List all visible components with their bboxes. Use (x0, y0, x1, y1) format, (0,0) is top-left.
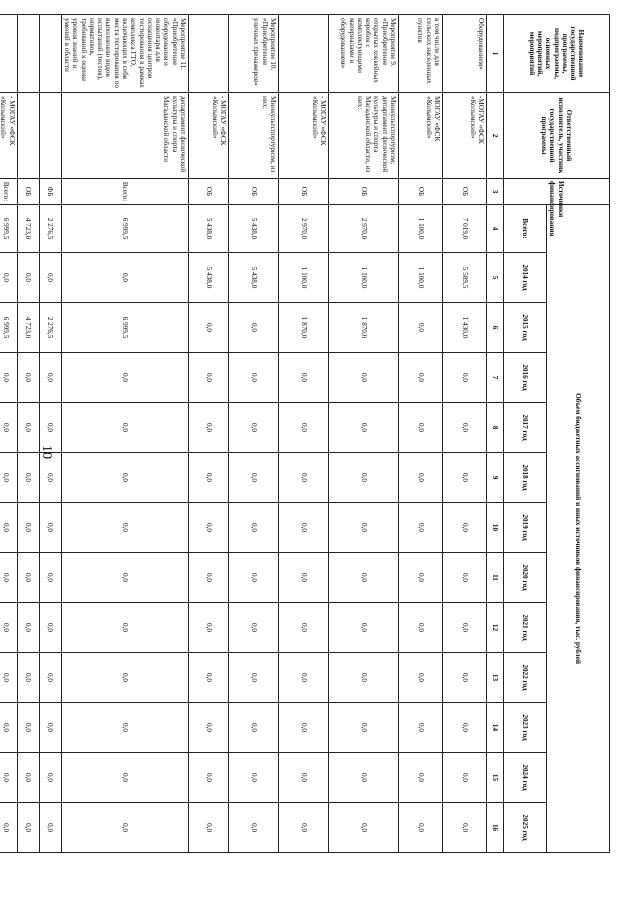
row-value: 0,0 (61, 653, 188, 703)
row-value: 1 430,0 (443, 303, 487, 353)
row-value: 1 100,0 (329, 253, 399, 303)
row-value: 2 276,5 (39, 303, 61, 353)
header-budget-group: Объем бюджетных ассигнований и иных источников финансирования, тыс. рублей (547, 205, 610, 853)
row-value: 0,0 (61, 803, 188, 853)
column-number: 5 (487, 253, 504, 303)
column-number: 13 (487, 653, 504, 703)
row-value: 0,0 (189, 403, 229, 453)
row-responsible: МОГАУ «ФСК «Колымский» (399, 93, 443, 179)
row-source: ОБ (329, 179, 399, 205)
row-name (279, 15, 329, 93)
row-name: Мероприятие 11. «Приобретение оборудования и инвентаря для оснащения центров тестирования в рамках комплекса ГТО, включающих в себя места тестирования по выполнению видов испытаний (тестов), нормативов, требований к оценке уровня знаний и умений в области (61, 15, 188, 93)
page-number: 10 (39, 445, 54, 459)
row-value: 0,0 (279, 753, 329, 803)
row-value: 1 100,0 (399, 205, 443, 253)
row-source: ОБ (279, 179, 329, 205)
row-value: 0,0 (229, 603, 279, 653)
row-value: 6 999,5 (0, 205, 17, 253)
row-value: 2 970,0 (329, 205, 399, 253)
row-value: 5 438,0 (189, 253, 229, 303)
row-value: 2 970,0 (279, 205, 329, 253)
row-value: 0,0 (61, 453, 188, 503)
row-value: 0,0 (443, 703, 487, 753)
row-value: 0,0 (39, 403, 61, 453)
row-responsible: - МОГАУ «ФСК «Колымский» (189, 93, 229, 179)
row-value: 0,0 (61, 603, 188, 653)
row-responsible: - МОГАУ «ФСК «Колымский» (279, 93, 329, 179)
row-value: 0,0 (279, 803, 329, 853)
row-value: 5 438,0 (189, 205, 229, 253)
row-value: 0,0 (17, 503, 39, 553)
header-year: 2021 год (504, 603, 547, 653)
row-value: 5 589,5 (443, 253, 487, 303)
row-value: 0,0 (39, 753, 61, 803)
row-value: 1 100,0 (399, 253, 443, 303)
row-value: 0,0 (229, 403, 279, 453)
row-value: 0,0 (229, 653, 279, 703)
row-value: 0,0 (39, 553, 61, 603)
row-value: 1 870,0 (329, 303, 399, 353)
row-value: 0,0 (61, 253, 188, 303)
column-number: 6 (487, 303, 504, 353)
row-value: 0,0 (189, 303, 229, 353)
row-value: 0,0 (329, 453, 399, 503)
row-value: 0,0 (189, 753, 229, 803)
row-responsible: - МОГАУ «ФСК «Колымский» (0, 93, 17, 179)
row-value: 0,0 (399, 503, 443, 553)
row-value: 0,0 (279, 403, 329, 453)
row-value: 0,0 (443, 403, 487, 453)
row-value: 0,0 (17, 603, 39, 653)
column-number: 14 (487, 703, 504, 753)
column-number: 16 (487, 803, 504, 853)
row-value: 0,0 (189, 453, 229, 503)
row-value: 0,0 (229, 353, 279, 403)
row-name: Мероприятие 9. «Приобретение открытых хоккейных коробок с комплектующими материалами и оборудованием» (329, 15, 399, 93)
header-total: Всего: (504, 205, 547, 253)
row-value: 0,0 (279, 353, 329, 403)
row-source: ОБ (17, 179, 39, 205)
row-value: 0,0 (39, 503, 61, 553)
row-value: 5 438,0 (229, 205, 279, 253)
row-value: 0,0 (229, 803, 279, 853)
column-number: 9 (487, 453, 504, 503)
row-value: 0,0 (399, 353, 443, 403)
row-name: Мероприятие 10. «Приобретение уличных тренажеров» (229, 15, 279, 93)
row-value: 0,0 (39, 453, 61, 503)
budget-table (0, 14, 610, 853)
row-value: 4 723,0 (17, 303, 39, 353)
row-value: 0,0 (229, 553, 279, 603)
header-source: Источники финансирования (504, 179, 610, 205)
row-value: 0,0 (329, 753, 399, 803)
row-value: 0,0 (229, 453, 279, 503)
row-value: 0,0 (189, 703, 229, 753)
table-row (229, 15, 279, 853)
row-value: 0,0 (189, 503, 229, 553)
header-year: 2023 год (504, 703, 547, 753)
row-name (39, 15, 61, 93)
row-value: 0,0 (61, 503, 188, 553)
row-value: 6 999,5 (0, 303, 17, 353)
row-source: Всего: (61, 179, 188, 205)
row-value: 0,0 (443, 553, 487, 603)
row-value: 0,0 (17, 403, 39, 453)
row-value: 0,0 (229, 303, 279, 353)
header-name: Наименование государственной программы, подпрограммы, основных мероприятий, мероприятий (504, 15, 610, 93)
row-value: 0,0 (443, 753, 487, 803)
row-value: 0,0 (39, 653, 61, 703)
row-name (189, 15, 229, 93)
row-value: 0,0 (399, 753, 443, 803)
row-source: ОБ (399, 179, 443, 205)
header-year: 2022 год (504, 653, 547, 703)
row-value: 0,0 (61, 553, 188, 603)
row-value: 0,0 (0, 653, 17, 703)
row-responsible: Минкультспортуризм, из них: (229, 93, 279, 179)
row-value: 0,0 (399, 553, 443, 603)
header-responsible: Ответственный исполнитель, участник государственной программы (504, 93, 610, 179)
row-value: 7 019,0 (443, 205, 487, 253)
row-value: 0,0 (329, 803, 399, 853)
row-value: 0,0 (329, 353, 399, 403)
row-value: 0,0 (399, 403, 443, 453)
row-value: 0,0 (443, 603, 487, 653)
row-value: 0,0 (0, 753, 17, 803)
table-row (399, 15, 443, 853)
row-value: 0,0 (399, 453, 443, 503)
row-value: 0,0 (443, 503, 487, 553)
row-value: 0,0 (279, 453, 329, 503)
row-value: 0,0 (0, 403, 17, 453)
row-value: 0,0 (17, 653, 39, 703)
row-value: 0,0 (17, 553, 39, 603)
row-value: 0,0 (279, 653, 329, 703)
table-row (329, 15, 399, 853)
header-year: 2024 год (504, 753, 547, 803)
table-row (39, 15, 61, 853)
row-value: 0,0 (0, 703, 17, 753)
row-value: 1 100,0 (279, 253, 329, 303)
row-value: 0,0 (0, 603, 17, 653)
column-number-row (487, 15, 504, 853)
row-source: ФБ (39, 179, 61, 205)
header-year: 2016 год (504, 353, 547, 403)
row-value: 0,0 (329, 603, 399, 653)
row-value: 0,0 (0, 503, 17, 553)
row-responsible: Минкультспортуризм; департамент физической культуры и спорта Магаданской области, из них: (329, 93, 399, 179)
row-value: 0,0 (279, 603, 329, 653)
row-value: 0,0 (279, 553, 329, 603)
row-value: 0,0 (399, 653, 443, 703)
row-name: в том числе для сельских населенных пунктов (399, 15, 443, 93)
row-source: Всего: (0, 179, 17, 205)
row-value: 0,0 (0, 553, 17, 603)
row-value: 0,0 (399, 703, 443, 753)
row-responsible: -МОГАУ «ФСК «Колымский» (443, 93, 487, 179)
row-value: 0,0 (399, 303, 443, 353)
row-source: ОБ (229, 179, 279, 205)
table-row (17, 15, 39, 853)
row-value: 0,0 (329, 553, 399, 603)
row-value: 0,0 (189, 803, 229, 853)
row-value: 4 723,0 (17, 205, 39, 253)
row-value: 0,0 (39, 603, 61, 653)
row-responsible (17, 93, 39, 179)
row-value: 0,0 (279, 703, 329, 753)
row-value: 6 999,5 (61, 303, 188, 353)
table-row (189, 15, 229, 853)
row-value: 0,0 (61, 703, 188, 753)
header-year: 2025 год (504, 803, 547, 853)
column-number: 7 (487, 353, 504, 403)
row-value: 0,0 (61, 353, 188, 403)
row-value: 0,0 (39, 253, 61, 303)
column-number: 11 (487, 553, 504, 603)
column-number: 10 (487, 503, 504, 553)
header-year: 2017 год (504, 403, 547, 453)
row-value: 0,0 (189, 353, 229, 403)
header-year: 2015 год (504, 303, 547, 353)
row-name: Оборудованием» (443, 15, 487, 93)
column-number: 1 (487, 15, 504, 93)
row-value: 0,0 (17, 803, 39, 853)
row-name (17, 15, 39, 93)
header-year: 2020 год (504, 553, 547, 603)
table-row (279, 15, 329, 853)
row-value: 0,0 (39, 353, 61, 403)
row-value: 0,0 (329, 653, 399, 703)
row-value: 0,0 (0, 803, 17, 853)
column-number: 3 (487, 179, 504, 205)
row-responsible: департамент физической культуры и спорта Магаданской области (61, 93, 188, 179)
row-source: ОБ (443, 179, 487, 205)
row-source: ОБ (189, 179, 229, 205)
row-value: 5 438,0 (229, 253, 279, 303)
row-value: 0,0 (189, 553, 229, 603)
row-responsible (39, 93, 61, 179)
row-value: 0,0 (229, 753, 279, 803)
row-value: 0,0 (17, 253, 39, 303)
row-value: 0,0 (17, 353, 39, 403)
row-value: 0,0 (61, 403, 188, 453)
row-name (0, 15, 17, 93)
row-value: 0,0 (17, 753, 39, 803)
table-row (61, 15, 188, 853)
row-value: 0,0 (17, 703, 39, 753)
row-value: 0,0 (329, 503, 399, 553)
column-number: 8 (487, 403, 504, 453)
row-value: 0,0 (17, 453, 39, 503)
row-value: 0,0 (0, 453, 17, 503)
row-value: 6 999,5 (61, 205, 188, 253)
row-value: 0,0 (329, 403, 399, 453)
column-number: 4 (487, 205, 504, 253)
row-value: 0,0 (189, 603, 229, 653)
rotated-landscape-table (0, 14, 610, 852)
column-number: 2 (487, 93, 504, 179)
row-value: 0,0 (0, 353, 17, 403)
row-value: 2 276,5 (39, 205, 61, 253)
header-year: 2018 год (504, 453, 547, 503)
row-value: 0,0 (443, 453, 487, 503)
row-value: 1 870,0 (279, 303, 329, 353)
header-year: 2014 год (504, 253, 547, 303)
table-row (0, 15, 17, 853)
row-value: 0,0 (443, 653, 487, 703)
row-value: 0,0 (229, 503, 279, 553)
row-value: 0,0 (0, 253, 17, 303)
row-value: 0,0 (443, 803, 487, 853)
row-value: 0,0 (39, 703, 61, 753)
row-value: 0,0 (229, 703, 279, 753)
row-value: 0,0 (399, 603, 443, 653)
row-value: 0,0 (189, 653, 229, 703)
column-number: 15 (487, 753, 504, 803)
table-row (443, 15, 487, 853)
row-value: 0,0 (39, 803, 61, 853)
row-value: 0,0 (329, 703, 399, 753)
header-year: 2019 год (504, 503, 547, 553)
row-value: 0,0 (443, 353, 487, 403)
row-value: 0,0 (279, 503, 329, 553)
column-number: 12 (487, 603, 504, 653)
row-value: 0,0 (399, 803, 443, 853)
row-value: 0,0 (61, 753, 188, 803)
